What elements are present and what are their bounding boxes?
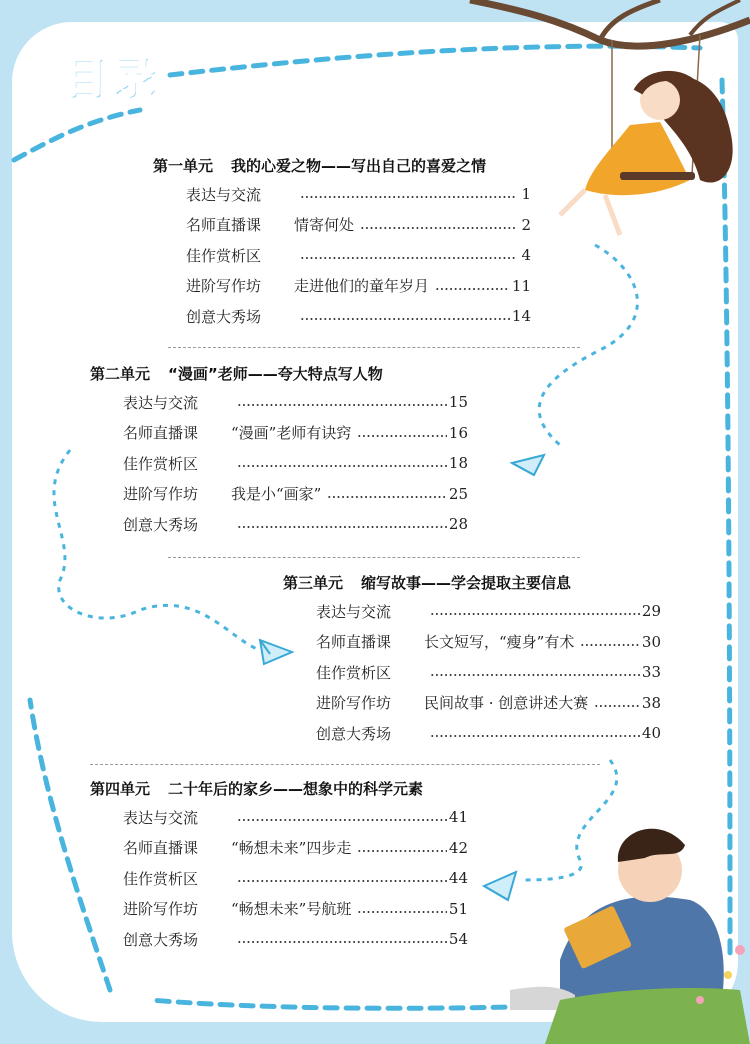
toc-entry[interactable]: 表达与交流 15 [123,393,468,412]
toc-entry[interactable]: 创意大秀场 14 [186,307,531,326]
unit-divider [168,557,580,558]
unit-title: 第三单元 缩写故事——学会提取主要信息 [283,574,572,592]
toc-entry[interactable]: 进阶写作坊 “畅想未来”号航班 51 [123,899,468,919]
toc-entry[interactable]: 佳作赏析区 18 [123,454,468,473]
toc-entry[interactable]: 创意大秀场 40 [316,724,661,743]
page-title: 目录 [62,51,158,102]
unit-4 [90,776,468,955]
toc-entry[interactable]: 创意大秀场 54 [123,930,468,949]
unit-1 [153,153,531,332]
toc-entry[interactable]: 名师直播课 情寄何处 2 [186,215,531,235]
toc-entry[interactable]: 创意大秀场 28 [123,515,468,534]
toc-entry[interactable]: 佳作赏析区 4 [186,246,531,265]
toc-entry[interactable]: 进阶写作坊 我是小“画家” 25 [123,484,468,504]
toc-entry[interactable]: 佳作赏析区 44 [123,869,468,888]
toc-entry[interactable]: 进阶写作坊 走进他们的童年岁月 11 [186,276,531,296]
unit-title: 第二单元 “漫画”老师——夸大特点写人物 [90,365,383,383]
unit-title: 第四单元 二十年后的家乡——想象中的科学元素 [90,780,424,798]
toc-entry[interactable]: 进阶写作坊 民间故事 · 创意讲述大赛 38 [316,693,661,713]
unit-divider [90,764,600,765]
unit-title: 第一单元 我的心爱之物——写出自己的喜爱之情 [153,157,487,175]
toc-entry[interactable]: 表达与交流 29 [316,602,661,621]
toc-entry[interactable]: 表达与交流 1 [186,185,531,204]
toc-entry[interactable]: 名师直播课 “畅想未来”四步走 42 [123,838,468,858]
toc-entry[interactable]: 名师直播课 “漫画”老师有诀窍 16 [123,423,468,443]
unit-3 [283,570,661,749]
toc-entry[interactable]: 名师直播课 长文短写，“瘦身”有术 30 [316,632,661,652]
toc-entry[interactable]: 表达与交流 41 [123,808,468,827]
toc-entry[interactable]: 佳作赏析区 33 [316,663,661,682]
unit-divider [168,347,580,348]
unit-2 [90,361,468,540]
